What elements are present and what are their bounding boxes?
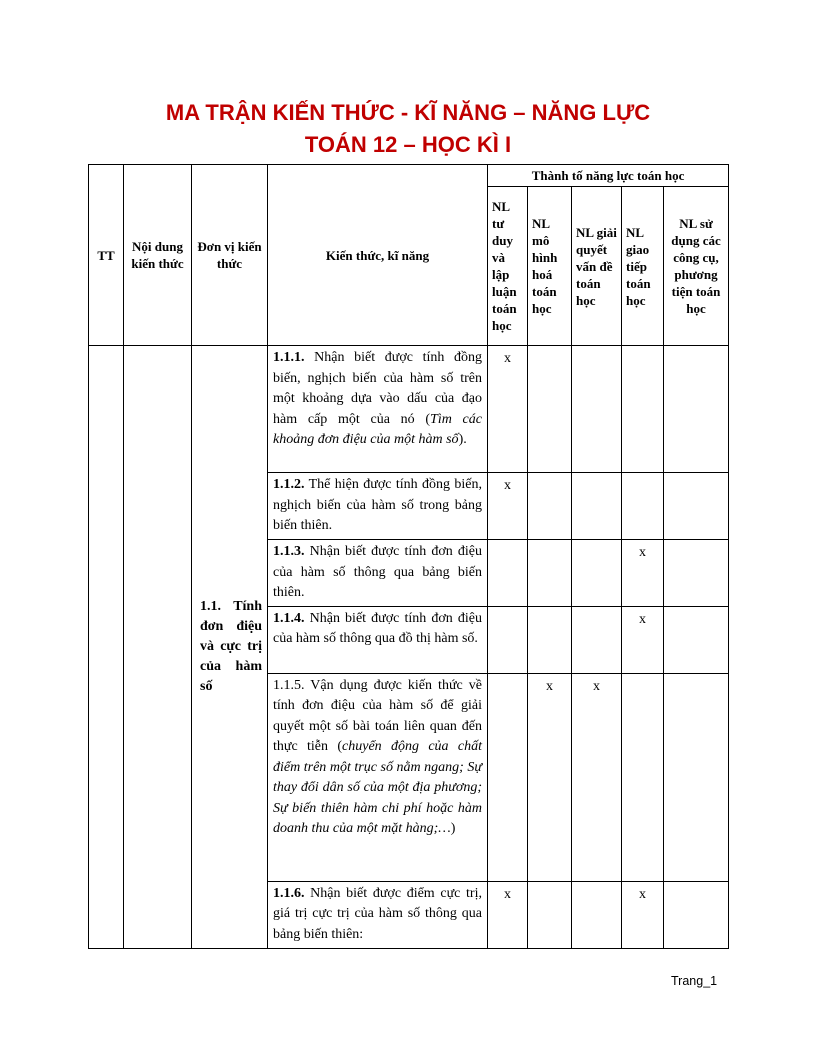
competency-mark xyxy=(622,473,664,540)
skill-text: Nhận biết được tính đơn điệu của hàm số thông qua bảng biến thiên. xyxy=(273,544,482,600)
header-row-1 xyxy=(89,165,729,187)
competency-mark xyxy=(664,346,729,473)
competency-mark xyxy=(572,540,622,607)
skill-example: Tìm các khoảng đơn điệu của một hàm số xyxy=(273,411,482,447)
competency-mark xyxy=(572,473,622,540)
noi-dung-cell xyxy=(124,346,192,949)
competency-mark xyxy=(528,606,572,673)
matrix-body xyxy=(89,346,729,949)
competency-mark xyxy=(622,346,664,473)
skill-cell xyxy=(268,881,488,948)
competency-mark xyxy=(664,881,729,948)
skill-code: 1.1.2. xyxy=(273,477,305,492)
competency-mark xyxy=(528,473,572,540)
table-row xyxy=(89,346,729,473)
competency-mark xyxy=(664,473,729,540)
competency-matrix-table xyxy=(88,164,729,949)
skill-text: 1.1.5. Vận dụng được kiến thức về tính đơn điệu của hàm số để giải quyết một số bài toán liên quan đến thực tiễn ( xyxy=(273,677,482,754)
header-nl-mo-hinh: NL mô hình hoá toán học xyxy=(528,187,572,346)
skill-text: Nhận biết được điểm cực trị, giá trị cực trị của hàm số thông qua bảng biến thiên: xyxy=(273,885,482,942)
skill-text: Thể hiện được tính đồng biến, nghịch biến của hàm số trong bảng biến thiên. xyxy=(273,477,482,533)
document-title-line-2: TOÁN 12 – HỌC KÌ I xyxy=(304,132,512,157)
skill-cell xyxy=(268,606,488,673)
competency-mark xyxy=(664,540,729,607)
competency-mark xyxy=(488,540,528,607)
competency-mark xyxy=(572,346,622,473)
skill-tail: ) xyxy=(450,821,456,836)
competency-mark xyxy=(488,673,528,881)
competency-mark: x xyxy=(488,881,528,948)
competency-mark: x xyxy=(622,881,664,948)
competency-mark xyxy=(664,673,729,881)
header-nl-tu-duy: NL tư duy và lập luận toán học xyxy=(488,187,528,346)
competency-mark xyxy=(572,881,622,948)
skill-code: 1.1.3. xyxy=(273,544,305,559)
tt-cell xyxy=(89,346,124,949)
skill-cell xyxy=(268,346,488,473)
skill-code: 1.1.1. xyxy=(273,350,305,365)
page-number: Trang_1 xyxy=(671,974,718,988)
competency-mark xyxy=(488,606,528,673)
document-title-line-1: MA TRẬN KIẾN THỨC - KĨ NĂNG – NĂNG LỰC xyxy=(165,100,651,125)
skill-text: Nhận biết được tính đồng biến, nghịch biến của hàm số trên một khoảng dựa vào dấu của đạo hàm cấp một của nó ( xyxy=(273,350,482,427)
skill-code: 1.1.4. xyxy=(273,610,305,626)
skill-cell xyxy=(268,673,488,881)
competency-mark xyxy=(528,881,572,948)
competency-mark xyxy=(572,606,622,673)
header-kien-thuc: Kiến thức, kĩ năng xyxy=(268,165,488,346)
competency-mark: x xyxy=(488,346,528,473)
competency-mark xyxy=(664,606,729,673)
header-noi-dung: Nội dung kiến thức xyxy=(124,165,192,346)
competency-mark: x xyxy=(622,606,664,673)
header-nl-giai-quyet: NL giải quyết vấn đề toán học xyxy=(572,187,622,346)
skill-code: 1.1.6. xyxy=(273,885,305,901)
unit-cell: 1.1. Tính đơn điệu và cực trị của hàm số xyxy=(192,346,268,949)
header-nl-giao-tiep: NL giao tiếp toán học xyxy=(622,187,664,346)
header-nl-cong-cu: NL sử dụng các công cụ, phương tiện toán học xyxy=(664,187,729,346)
skill-tail: ). xyxy=(458,432,467,447)
skill-example: chuyển động của chất điểm trên một trục số nằm ngang; Sự thay đổi dân số của một địa phương; Sự biến thiên hàm chi phí hoặc hàm doanh thu của một mặt hàng;… xyxy=(273,739,482,836)
competency-mark: x xyxy=(622,540,664,607)
skill-cell xyxy=(268,540,488,607)
competency-mark xyxy=(528,346,572,473)
skill-cell xyxy=(268,473,488,540)
competency-mark xyxy=(528,540,572,607)
competency-mark xyxy=(622,673,664,881)
header-tt: TT xyxy=(89,165,124,346)
competency-mark: x xyxy=(528,673,572,881)
competency-mark: x xyxy=(572,673,622,881)
header-thanh-to-group: Thành tố năng lực toán học xyxy=(488,165,729,187)
header-don-vi: Đơn vị kiến thức xyxy=(192,165,268,346)
competency-mark: x xyxy=(488,473,528,540)
skill-text: Nhận biết được tính đơn điệu của hàm số thông qua đồ thị hàm số. xyxy=(273,610,482,646)
